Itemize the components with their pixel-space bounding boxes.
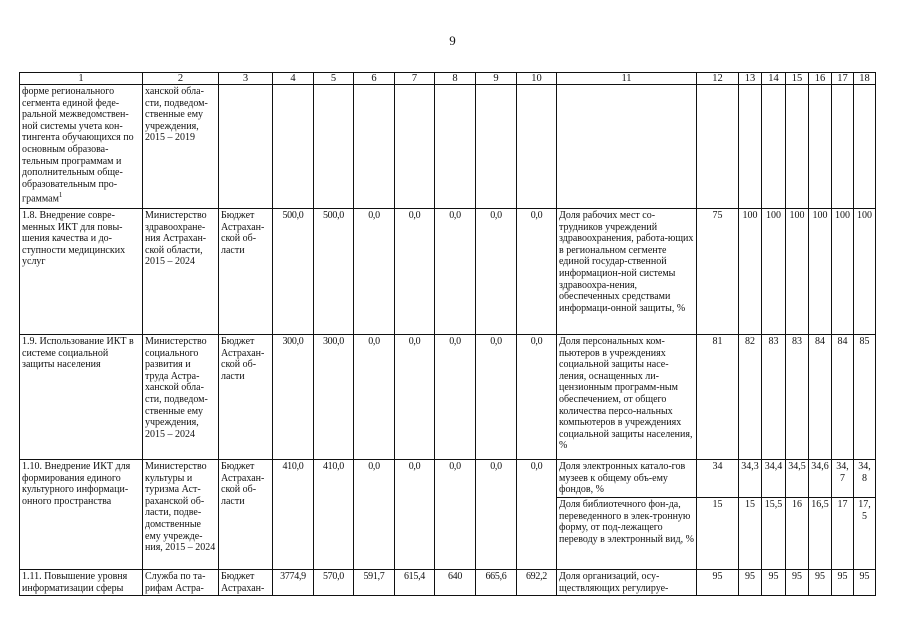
funding-cell: 0,0 bbox=[517, 335, 557, 460]
table-row bbox=[20, 570, 876, 596]
activity-cell: 1.8. Внедрение совре-менных ИКТ для повы-шения качества и до-ступности медицинских услуг bbox=[20, 209, 143, 335]
column-header: 13 bbox=[739, 73, 762, 85]
column-header: 6 bbox=[354, 73, 395, 85]
indicator-value: 95 bbox=[762, 570, 786, 596]
funding-cell: 692,2 bbox=[517, 570, 557, 596]
indicator-cell: Доля организаций, осу-ществляющих регулируе- bbox=[557, 570, 697, 596]
indicator-value: 95 bbox=[739, 570, 762, 596]
activity-cell: 1.10. Внедрение ИКТ для формирования единого культурного информаци-онного пространства bbox=[20, 460, 143, 570]
indicator-value: 34,8 bbox=[854, 460, 876, 498]
funding-cell: 0,0 bbox=[354, 460, 395, 570]
indicator-value: 34 bbox=[697, 460, 739, 498]
activity-cell: 1.9. Использование ИКТ в системе социальной защиты населения bbox=[20, 335, 143, 460]
funding-cell: 410,0 bbox=[314, 460, 354, 570]
funding-cell: 640 bbox=[435, 570, 476, 596]
column-header: 9 bbox=[476, 73, 517, 85]
indicator-value: 34,6 bbox=[809, 460, 832, 498]
funding-cell: 0,0 bbox=[517, 209, 557, 335]
indicator-value: 84 bbox=[809, 335, 832, 460]
funding-cell: 500,0 bbox=[273, 209, 314, 335]
program-activities-table bbox=[19, 72, 876, 596]
indicator-value: 17,5 bbox=[854, 498, 876, 570]
table-row bbox=[20, 335, 876, 460]
indicator-value: 83 bbox=[762, 335, 786, 460]
source-cell: Бюджет Астрахан-ской об-ласти bbox=[219, 335, 273, 460]
table-row bbox=[20, 209, 876, 335]
table-row bbox=[20, 460, 876, 498]
indicator-value: 100 bbox=[739, 209, 762, 335]
funding-cell: 0,0 bbox=[476, 460, 517, 570]
funding-cell: 300,0 bbox=[314, 335, 354, 460]
indicator-value: 100 bbox=[762, 209, 786, 335]
indicator-value: 95 bbox=[786, 570, 809, 596]
funding-cell: 0,0 bbox=[395, 460, 435, 570]
column-header: 8 bbox=[435, 73, 476, 85]
indicator-value: 100 bbox=[854, 209, 876, 335]
column-header: 18 bbox=[854, 73, 876, 85]
column-header: 15 bbox=[786, 73, 809, 85]
column-header: 5 bbox=[314, 73, 354, 85]
indicator-value: 34,4 bbox=[762, 460, 786, 498]
indicator-cell: Доля библиотечного фон-да, переведенного в элек-тронную форму, от под-лежащего переводу в электронный вид, % bbox=[557, 498, 697, 570]
column-header: 10 bbox=[517, 73, 557, 85]
funding-cell: 0,0 bbox=[435, 335, 476, 460]
indicator-value: 83 bbox=[786, 335, 809, 460]
indicator-value: 15 bbox=[697, 498, 739, 570]
source-cell: Бюджет Астрахан-ской об-ласти bbox=[219, 209, 273, 335]
indicator-value: 34,7 bbox=[832, 460, 854, 498]
indicator-value: 34,5 bbox=[786, 460, 809, 498]
source-cell: Бюджет Астрахан-ской об-ласти bbox=[219, 460, 273, 570]
funding-cell: 0,0 bbox=[435, 460, 476, 570]
indicator-cell: Доля персональных ком-пьютеров в учреждениях социальной защиты насе-ления, оснащенных ли-цензионным программ-ным обеспечением, от общего количества персо-нальных компьютеров в учреждениях социальной защиты населения, % bbox=[557, 335, 697, 460]
executor-cell: Министерство социального развития и труда Астра-ханской обла-сти, подведом-ственные ему учреждения, 2015 – 2024 bbox=[143, 335, 219, 460]
funding-cell: 0,0 bbox=[476, 209, 517, 335]
column-header: 4 bbox=[273, 73, 314, 85]
funding-cell: 3774,9 bbox=[273, 570, 314, 596]
indicator-value: 95 bbox=[809, 570, 832, 596]
funding-cell: 300,0 bbox=[273, 335, 314, 460]
funding-cell: 665,6 bbox=[476, 570, 517, 596]
column-header: 17 bbox=[832, 73, 854, 85]
indicator-value: 100 bbox=[832, 209, 854, 335]
indicator-value: 100 bbox=[786, 209, 809, 335]
funding-cell: 0,0 bbox=[476, 335, 517, 460]
indicator-value: 17 bbox=[832, 498, 854, 570]
column-header: 7 bbox=[395, 73, 435, 85]
column-header: 3 bbox=[219, 73, 273, 85]
activity-cell: 1.11. Повышение уровня информатизации сферы bbox=[20, 570, 143, 596]
funding-cell: 0,0 bbox=[517, 460, 557, 570]
column-header: 2 bbox=[143, 73, 219, 85]
indicator-value: 100 bbox=[809, 209, 832, 335]
source-cell: Бюджет Астрахан- bbox=[219, 570, 273, 596]
column-header: 14 bbox=[762, 73, 786, 85]
indicator-value: 16,5 bbox=[809, 498, 832, 570]
indicator-value: 95 bbox=[854, 570, 876, 596]
indicator-value: 84 bbox=[832, 335, 854, 460]
executor-cell: ханской обла-сти, подведом-ственные ему учреждения, 2015 – 2019 bbox=[143, 85, 219, 209]
indicator-cell: Доля электронных катало-гов музеев к общему объ-ему фондов, % bbox=[557, 460, 697, 498]
footnote-mark: 1 bbox=[58, 191, 63, 200]
funding-cell: 500,0 bbox=[314, 209, 354, 335]
indicator-value: 34,3 bbox=[739, 460, 762, 498]
indicator-value: 95 bbox=[697, 570, 739, 596]
page-number: 9 bbox=[449, 33, 456, 48]
indicator-value: 75 bbox=[697, 209, 739, 335]
funding-cell: 0,0 bbox=[354, 209, 395, 335]
funding-cell: 0,0 bbox=[395, 209, 435, 335]
column-header: 16 bbox=[809, 73, 832, 85]
column-header: 1 bbox=[20, 73, 143, 85]
executor-cell: Министерство здравоохране-ния Астрахан-ской области, 2015 – 2024 bbox=[143, 209, 219, 335]
executor-cell: Министерство культуры и туризма Аст-раханской об-ласти, подве-домственные ему учрежде-ния, 2015 – 2024 bbox=[143, 460, 219, 570]
indicator-value: 81 bbox=[697, 335, 739, 460]
funding-cell: 0,0 bbox=[395, 335, 435, 460]
funding-cell: 410,0 bbox=[273, 460, 314, 570]
indicator-cell: Доля рабочих мест со-трудников учреждений здравоохранения, работа-ющих в региональном сегменте единой государ-ственной информацион-ной системы здравоохра-нения, обеспеченных средствами информаци-онной защиты, % bbox=[557, 209, 697, 335]
indicator-value: 15 bbox=[739, 498, 762, 570]
funding-cell: 591,7 bbox=[354, 570, 395, 596]
indicator-value: 16 bbox=[786, 498, 809, 570]
table-row-continuation bbox=[20, 85, 876, 209]
indicator-value: 85 bbox=[854, 335, 876, 460]
indicator-value: 95 bbox=[832, 570, 854, 596]
indicator-value: 15,5 bbox=[762, 498, 786, 570]
executor-cell: Служба по та-рифам Астра- bbox=[143, 570, 219, 596]
column-header: 12 bbox=[697, 73, 739, 85]
funding-cell: 570,0 bbox=[314, 570, 354, 596]
header-row bbox=[20, 73, 876, 85]
indicator-value: 82 bbox=[739, 335, 762, 460]
column-header: 11 bbox=[557, 73, 697, 85]
funding-cell: 0,0 bbox=[354, 335, 395, 460]
funding-cell: 0,0 bbox=[435, 209, 476, 335]
activity-cell: форме регионального сегмента единой феде-ральной межведомствен-ной системы учета кон-тингента обучающихся по основным образова-тельным программам и дополнительным обще-образовательным про-граммам$^1$ bbox=[20, 85, 143, 209]
funding-cell: 615,4 bbox=[395, 570, 435, 596]
